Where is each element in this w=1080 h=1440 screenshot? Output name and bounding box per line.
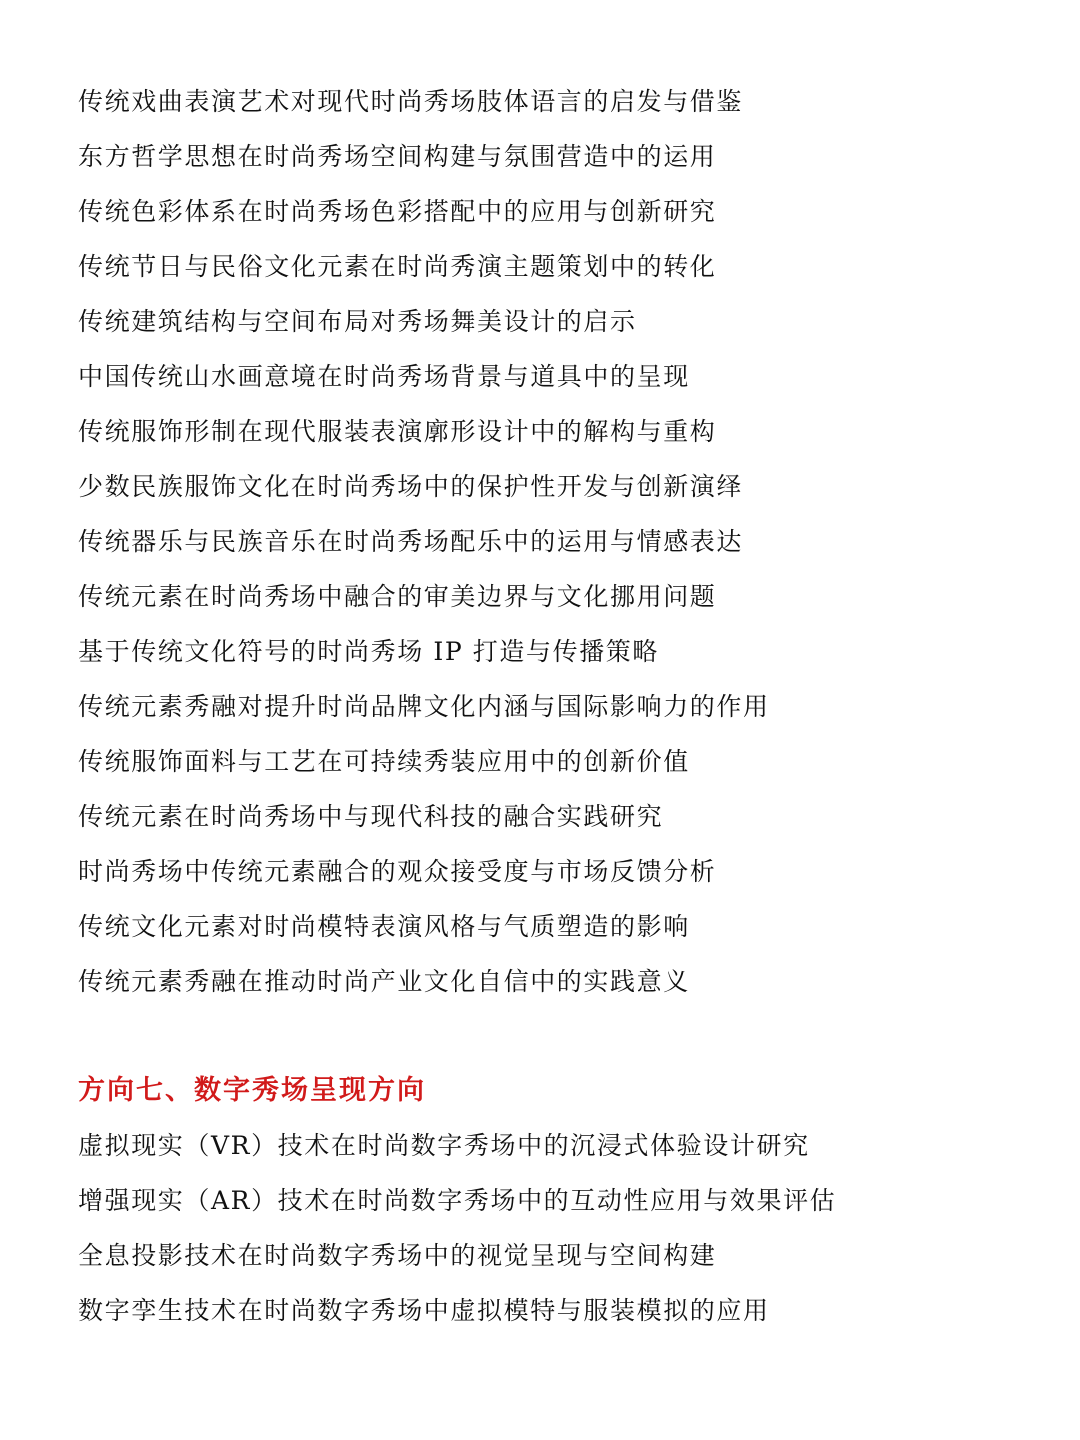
list-item: 传统元素在时尚秀场中融合的审美边界与文化挪用问题	[78, 582, 717, 611]
list-item: 传统文化元素对时尚模特表演风格与气质塑造的影响	[78, 912, 690, 941]
topic-list-section7	[78, 1118, 1038, 1338]
list-item: 基于传统文化符号的时尚秀场 IP 打造与传播策略	[78, 637, 659, 666]
list-item: 传统戏曲表演艺术对现代时尚秀场肢体语言的启发与借鉴	[78, 87, 744, 116]
list-item: 传统服饰面料与工艺在可持续秀装应用中的创新价值	[78, 747, 690, 776]
section-heading: 方向七、数字秀场呈现方向	[78, 1075, 426, 1106]
list-item: 传统器乐与民族音乐在时尚秀场配乐中的运用与情感表达	[78, 527, 744, 556]
document-page	[78, 74, 1038, 1338]
list-item: 数字孪生技术在时尚数字秀场中虚拟模特与服装模拟的应用	[78, 1296, 770, 1325]
list-item: 传统元素秀融对提升时尚品牌文化内涵与国际影响力的作用	[78, 692, 770, 721]
list-item: 全息投影技术在时尚数字秀场中的视觉呈现与空间构建	[78, 1241, 717, 1270]
list-item: 传统建筑结构与空间布局对秀场舞美设计的启示	[78, 307, 637, 336]
list-item: 传统元素在时尚秀场中与现代科技的融合实践研究	[78, 802, 664, 831]
list-item: 中国传统山水画意境在时尚秀场背景与道具中的呈现	[78, 362, 690, 391]
list-item: 传统元素秀融在推动时尚产业文化自信中的实践意义	[78, 967, 690, 996]
topic-list-part1	[78, 74, 1038, 1009]
list-item: 增强现实（AR）技术在时尚数字秀场中的互动性应用与效果评估	[78, 1186, 837, 1215]
list-item: 虚拟现实（VR）技术在时尚数字秀场中的沉浸式体验设计研究	[78, 1131, 810, 1160]
list-item: 传统服饰形制在现代服装表演廓形设计中的解构与重构	[78, 417, 717, 446]
list-item: 东方哲学思想在时尚秀场空间构建与氛围营造中的运用	[78, 142, 717, 171]
list-item: 传统色彩体系在时尚秀场色彩搭配中的应用与创新研究	[78, 197, 717, 226]
list-item: 传统节日与民俗文化元素在时尚秀演主题策划中的转化	[78, 252, 717, 281]
list-item: 少数民族服饰文化在时尚秀场中的保护性开发与创新演绎	[78, 472, 744, 501]
list-item: 时尚秀场中传统元素融合的观众接受度与市场反馈分析	[78, 857, 717, 886]
